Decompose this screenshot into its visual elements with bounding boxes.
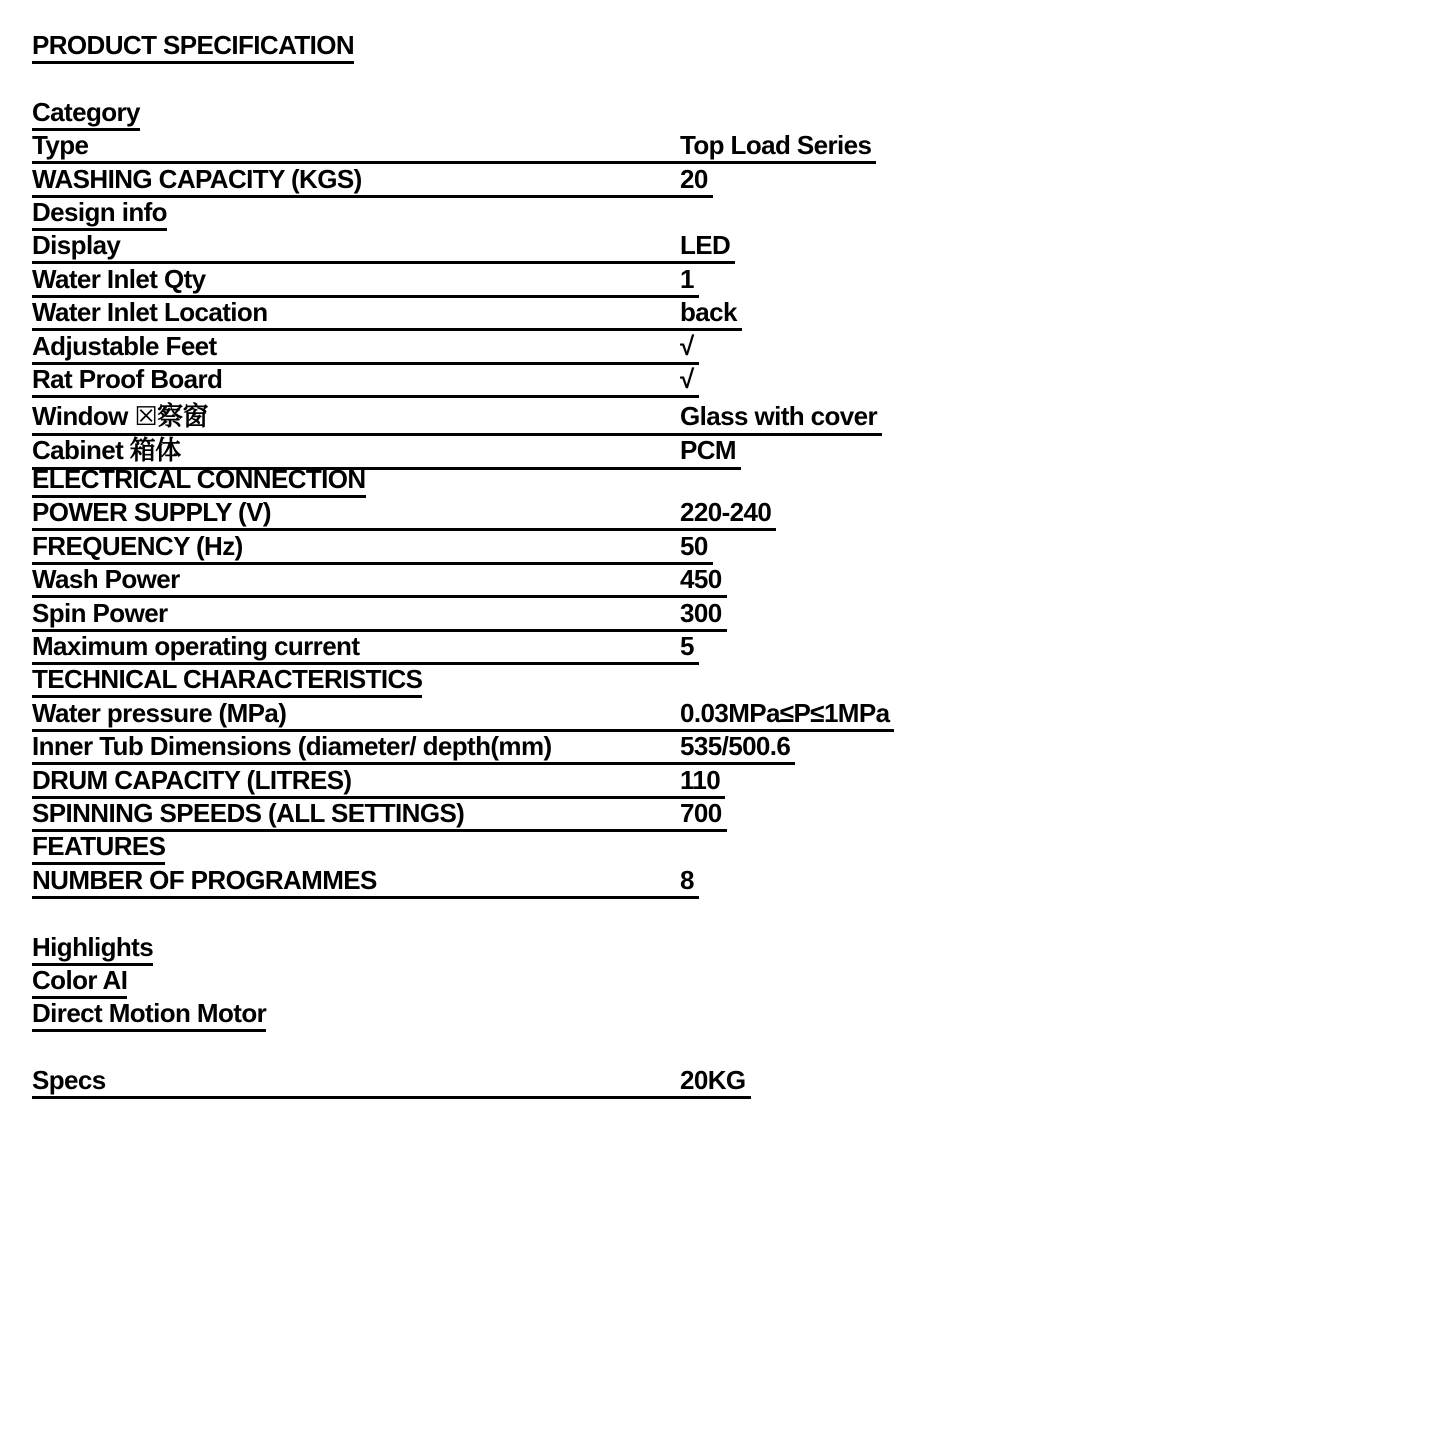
- blank-line: [32, 62, 1440, 95]
- spec-value: 300: [680, 597, 722, 628]
- spec-value: 0.03MPa≤P≤1MPa: [680, 697, 890, 728]
- spec-label: Spin Power: [32, 597, 168, 628]
- spec-value: PCM: [680, 434, 736, 465]
- spec-label: POWER SUPPLY (V): [32, 497, 271, 528]
- section-label: FEATURES: [32, 831, 165, 865]
- spec-label: FREQUENCY (Hz): [32, 530, 243, 561]
- spec-row-type: [32, 129, 1440, 162]
- spec-row-drum-capacity: [32, 764, 1440, 797]
- spec-row-spinning-speeds: [32, 797, 1440, 830]
- spec-row-max-operating-current: [32, 630, 1440, 663]
- spec-row-power-supply: [32, 496, 1440, 529]
- spec-row-rat-proof-board: [32, 363, 1440, 396]
- spec-label: DRUM CAPACITY (LITRES): [32, 764, 352, 795]
- blank-line: [32, 1031, 1440, 1064]
- spec-label: Rat Proof Board: [32, 363, 223, 394]
- section-row-category: [32, 96, 1440, 129]
- spec-label: Maximum operating current: [32, 631, 360, 662]
- spec-label: Water Inlet Location: [32, 297, 268, 328]
- spec-value: back: [680, 297, 737, 328]
- spec-row-spin-power: [32, 597, 1440, 630]
- spec-row-frequency: [32, 530, 1440, 563]
- spec-row-water-pressure: [32, 697, 1440, 730]
- section-row-features: [32, 830, 1440, 863]
- section-row-technical-characteristics: [32, 663, 1440, 696]
- spec-label: Type: [32, 130, 89, 161]
- section-label: TECHNICAL CHARACTERISTICS: [32, 664, 422, 698]
- spec-label: WASHING CAPACITY (KGS): [32, 163, 362, 194]
- spec-row-adjustable-feet: [32, 330, 1440, 363]
- section-label: Category: [32, 97, 140, 131]
- spec-value: 110: [680, 764, 721, 795]
- spec-value: 5: [680, 631, 694, 662]
- spec-row-display: [32, 229, 1440, 262]
- spec-label: Specs: [32, 1065, 106, 1096]
- spec-value: 8: [680, 864, 694, 895]
- section-label: ELECTRICAL CONNECTION: [32, 464, 366, 498]
- spec-row-window: [32, 396, 1440, 432]
- spec-value: 450: [680, 564, 722, 595]
- section-label: Color AI: [32, 965, 127, 999]
- spec-row-cabinet: [32, 430, 1440, 463]
- spec-value: 220-240: [680, 497, 772, 528]
- spec-label: Wash Power: [32, 564, 180, 595]
- spec-row-water-inlet-qty: [32, 263, 1440, 296]
- spec-label: Display: [32, 230, 121, 261]
- spec-row-water-inlet-location: [32, 296, 1440, 329]
- spec-label: Adjustable Feet: [32, 330, 217, 361]
- spec-value: 50: [680, 530, 708, 561]
- spec-value: 1: [680, 263, 694, 294]
- spec-label: Water pressure (MPa): [32, 697, 287, 728]
- section-label: Direct Motion Motor: [32, 998, 266, 1032]
- spec-value: LED: [680, 230, 731, 261]
- spec-row-specs: [32, 1064, 1440, 1097]
- spec-label: SPINNING SPEEDS (ALL SETTINGS): [32, 797, 465, 828]
- spec-value: Top Load Series: [680, 130, 872, 161]
- spec-label: Cabinet 箱体: [32, 434, 181, 465]
- spec-row-number-of-programmes: [32, 864, 1440, 897]
- spec-value: Glass with cover: [680, 401, 878, 432]
- section-row-design-info: [32, 196, 1440, 229]
- blank-line: [32, 897, 1440, 930]
- spec-value: 700: [680, 797, 722, 828]
- spec-row-inner-tub-dimensions: [32, 730, 1440, 763]
- section-row-highlights: [32, 931, 1440, 964]
- section-row-direct-motion-motor: [32, 997, 1440, 1030]
- spec-value: 20: [680, 163, 708, 194]
- spec-value: 535/500.6: [680, 731, 791, 762]
- spec-label: Water Inlet Qty: [32, 263, 206, 294]
- spec-value: 20KG: [680, 1065, 746, 1096]
- spec-row-washing-capacity: [32, 163, 1440, 196]
- page-title-row: [32, 29, 1440, 62]
- spec-row-wash-power: [32, 563, 1440, 596]
- spec-label: NUMBER OF PROGRAMMES: [32, 864, 377, 895]
- checkmark-value: √: [680, 363, 694, 394]
- section-label: Highlights: [32, 932, 153, 966]
- spec-label: Window ☒察窗: [32, 401, 208, 432]
- section-row-color-ai: [32, 964, 1440, 997]
- checkmark-value: √: [680, 330, 694, 361]
- page-title: PRODUCT SPECIFICATION: [32, 30, 354, 64]
- spec-label: Inner Tub Dimensions (diameter/ depth(mm): [32, 731, 552, 762]
- section-label: Design info: [32, 197, 167, 231]
